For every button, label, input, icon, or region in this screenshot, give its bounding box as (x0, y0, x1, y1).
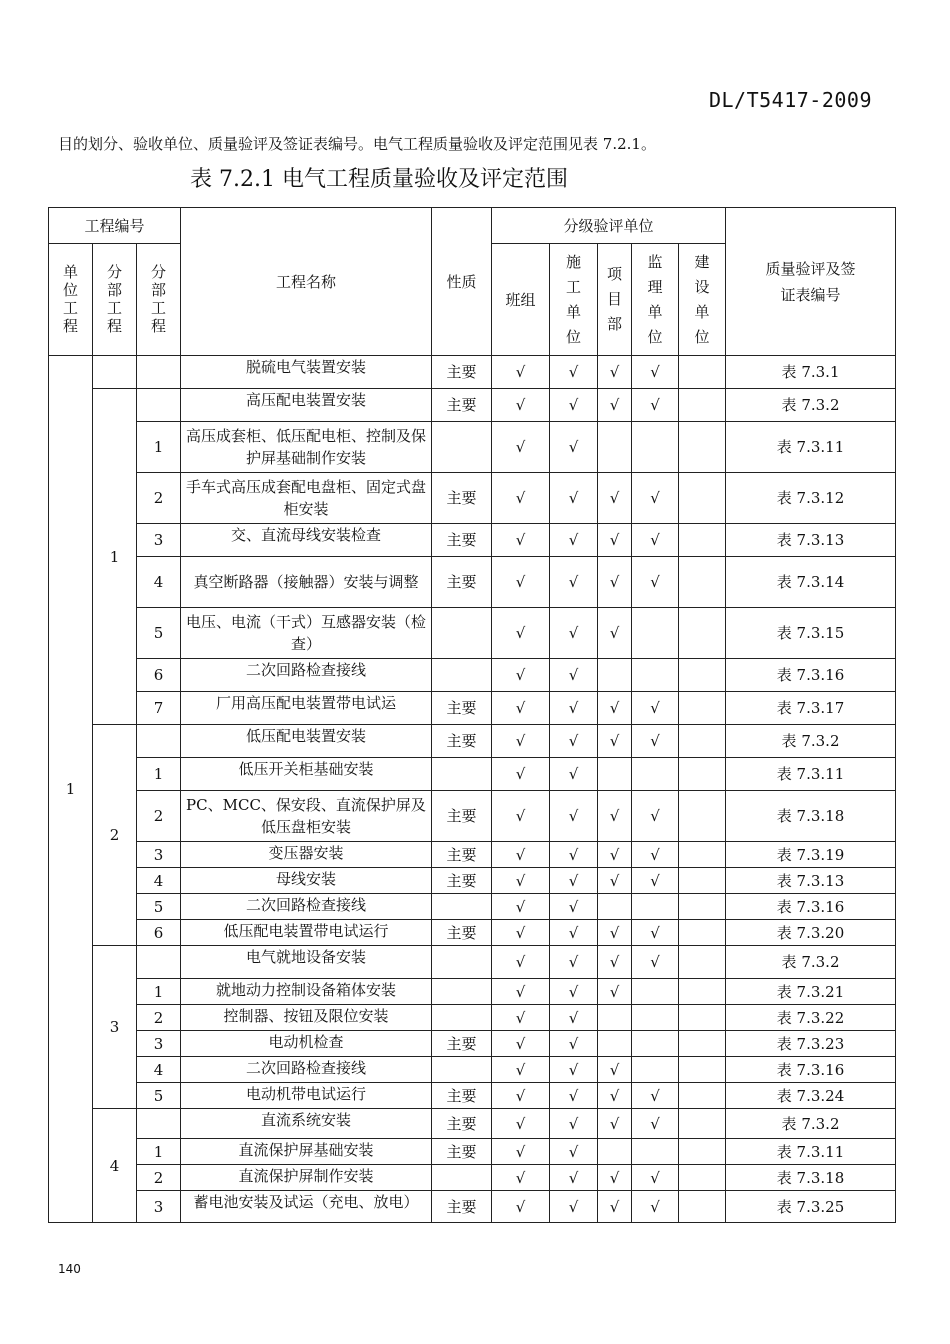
project-name-cell: 就地动力控制设备箱体安装 (181, 979, 432, 1005)
form-number-cell: 表 7.3.13 (726, 524, 896, 557)
check-construction-cell: √ (550, 1139, 598, 1165)
subdivision-project-cell: 4 (137, 557, 181, 608)
check-project-dept-cell: √ (598, 356, 632, 389)
check-project-dept-cell: √ (598, 1165, 632, 1191)
division-project-cell: 3 (93, 946, 137, 1109)
intro-text: 目的划分、验收单位、质量验评及签证表编号。电气工程质量验收及评定范围见表 7.2.1。 (58, 135, 656, 153)
division-project-cell: 4 (93, 1109, 137, 1223)
form-number-cell: 表 7.3.12 (726, 473, 896, 524)
check-owner-cell (679, 842, 726, 868)
check-project-dept-cell: √ (598, 946, 632, 979)
header-nature: 性质 (432, 208, 492, 356)
table-row (49, 356, 896, 389)
table-row (49, 1083, 896, 1109)
check-owner-cell (679, 1083, 726, 1109)
form-number-cell: 表 7.3.11 (726, 1139, 896, 1165)
subdivision-project-cell: 3 (137, 1031, 181, 1057)
check-team-cell: √ (492, 1165, 550, 1191)
table-row (49, 868, 896, 894)
subdivision-project-cell: 2 (137, 1165, 181, 1191)
project-name-cell: 低压配电装置带电试运行 (181, 920, 432, 946)
check-construction-cell: √ (550, 1109, 598, 1139)
project-name-cell: 交、直流母线安装检查 (181, 524, 432, 557)
check-supervision-cell: √ (632, 1083, 679, 1109)
project-name-cell: 真空断路器（接触器）安装与调整 (181, 557, 432, 608)
check-construction-cell: √ (550, 1083, 598, 1109)
form-number-cell: 表 7.3.2 (726, 725, 896, 758)
project-name-cell: 直流保护屏基础安装 (181, 1139, 432, 1165)
check-construction-cell: √ (550, 920, 598, 946)
form-number-cell: 表 7.3.11 (726, 422, 896, 473)
project-name-cell: 直流系统安装 (181, 1109, 432, 1139)
check-team-cell: √ (492, 894, 550, 920)
project-name-cell: 二次回路检查接线 (181, 1057, 432, 1083)
form-number-cell: 表 7.3.16 (726, 1057, 896, 1083)
form-number-cell: 表 7.3.15 (726, 608, 896, 659)
project-name-cell: 母线安装 (181, 868, 432, 894)
check-supervision-cell (632, 1057, 679, 1083)
check-owner-cell (679, 758, 726, 791)
check-project-dept-cell (598, 659, 632, 692)
check-project-dept-cell (598, 422, 632, 473)
form-number-cell: 表 7.3.23 (726, 1031, 896, 1057)
table-row (49, 1031, 896, 1057)
form-number-cell: 表 7.3.17 (726, 692, 896, 725)
quality-scope-table (48, 207, 896, 1223)
header-owner-unit: 建设单位 (679, 244, 726, 356)
form-number-cell: 表 7.3.18 (726, 1165, 896, 1191)
check-owner-cell (679, 868, 726, 894)
check-project-dept-cell: √ (598, 1109, 632, 1139)
table-row (49, 1057, 896, 1083)
subdivision-project-cell: 6 (137, 659, 181, 692)
check-supervision-cell: √ (632, 557, 679, 608)
check-construction-cell: √ (550, 524, 598, 557)
nature-cell: 主要 (432, 389, 492, 422)
subdivision-project-cell (137, 946, 181, 979)
nature-cell (432, 1165, 492, 1191)
check-project-dept-cell: √ (598, 524, 632, 557)
check-owner-cell (679, 473, 726, 524)
check-construction-cell: √ (550, 725, 598, 758)
project-name-cell: 电动机带电试运行 (181, 1083, 432, 1109)
check-supervision-cell: √ (632, 946, 679, 979)
check-project-dept-cell: √ (598, 842, 632, 868)
check-project-dept-cell (598, 894, 632, 920)
table-row (49, 1005, 896, 1031)
header-construction-unit: 施工单位 (550, 244, 598, 356)
nature-cell: 主要 (432, 473, 492, 524)
form-number-cell: 表 7.3.25 (726, 1191, 896, 1223)
check-team-cell: √ (492, 725, 550, 758)
check-owner-cell (679, 692, 726, 725)
check-team-cell: √ (492, 1057, 550, 1083)
check-supervision-cell (632, 758, 679, 791)
check-owner-cell (679, 979, 726, 1005)
check-project-dept-cell: √ (598, 557, 632, 608)
subdivision-project-cell: 2 (137, 473, 181, 524)
check-team-cell: √ (492, 659, 550, 692)
check-project-dept-cell: √ (598, 725, 632, 758)
check-construction-cell: √ (550, 758, 598, 791)
check-supervision-cell (632, 1005, 679, 1031)
check-team-cell: √ (492, 473, 550, 524)
table-row (49, 557, 896, 608)
subdivision-project-cell (137, 389, 181, 422)
check-construction-cell: √ (550, 1005, 598, 1031)
subdivision-project-cell: 7 (137, 692, 181, 725)
project-name-cell: PC、MCC、保安段、直流保护屏及低压盘柜安装 (181, 791, 432, 842)
check-team-cell: √ (492, 979, 550, 1005)
check-team-cell: √ (492, 1083, 550, 1109)
check-construction-cell: √ (550, 979, 598, 1005)
project-name-cell: 控制器、按钮及限位安装 (181, 1005, 432, 1031)
check-team-cell: √ (492, 1031, 550, 1057)
nature-cell: 主要 (432, 1031, 492, 1057)
check-owner-cell (679, 920, 726, 946)
check-construction-cell: √ (550, 791, 598, 842)
check-team-cell: √ (492, 608, 550, 659)
form-number-cell: 表 7.3.13 (726, 868, 896, 894)
check-owner-cell (679, 389, 726, 422)
check-supervision-cell: √ (632, 1191, 679, 1223)
check-construction-cell: √ (550, 692, 598, 725)
nature-cell: 主要 (432, 356, 492, 389)
table-row (49, 725, 896, 758)
form-number-cell: 表 7.3.14 (726, 557, 896, 608)
check-project-dept-cell: √ (598, 1083, 632, 1109)
form-number-cell: 表 7.3.16 (726, 659, 896, 692)
check-team-cell: √ (492, 557, 550, 608)
form-number-cell: 表 7.3.24 (726, 1083, 896, 1109)
check-project-dept-cell: √ (598, 1057, 632, 1083)
check-construction-cell: √ (550, 946, 598, 979)
header-subdivision-project: 分部工程 (137, 244, 181, 356)
table-row (49, 659, 896, 692)
check-supervision-cell: √ (632, 524, 679, 557)
check-owner-cell (679, 356, 726, 389)
nature-cell: 主要 (432, 791, 492, 842)
check-owner-cell (679, 557, 726, 608)
subdivision-project-cell: 1 (137, 979, 181, 1005)
project-name-cell: 高压配电装置安装 (181, 389, 432, 422)
check-project-dept-cell: √ (598, 473, 632, 524)
nature-cell: 主要 (432, 920, 492, 946)
header-unit-project: 单位工程 (49, 244, 93, 356)
check-team-cell: √ (492, 868, 550, 894)
check-supervision-cell: √ (632, 389, 679, 422)
form-number-cell: 表 7.3.2 (726, 389, 896, 422)
form-number-cell: 表 7.3.22 (726, 1005, 896, 1031)
division-project-cell: 2 (93, 725, 137, 946)
division-project-cell: 1 (93, 389, 137, 725)
unit-project-cell: 1 (49, 356, 93, 1223)
check-construction-cell: √ (550, 1165, 598, 1191)
subdivision-project-cell: 3 (137, 524, 181, 557)
project-name-cell: 厂用高压配电装置带电试运 (181, 692, 432, 725)
subdivision-project-cell: 4 (137, 1057, 181, 1083)
header-project-code: 工程编号 (49, 208, 181, 244)
form-number-cell: 表 7.3.16 (726, 894, 896, 920)
check-team-cell: √ (492, 389, 550, 422)
table-row (49, 894, 896, 920)
check-project-dept-cell: √ (598, 389, 632, 422)
check-team-cell: √ (492, 946, 550, 979)
division-project-cell (93, 356, 137, 389)
check-project-dept-cell: √ (598, 1191, 632, 1223)
nature-cell: 主要 (432, 524, 492, 557)
check-owner-cell (679, 422, 726, 473)
standard-code: DL/T5417-2009 (708, 88, 872, 112)
project-name-cell: 二次回路检查接线 (181, 894, 432, 920)
header-project-name: 工程名称 (181, 208, 432, 356)
check-project-dept-cell: √ (598, 920, 632, 946)
form-number-cell: 表 7.3.20 (726, 920, 896, 946)
check-team-cell: √ (492, 422, 550, 473)
check-owner-cell (679, 608, 726, 659)
nature-cell: 主要 (432, 725, 492, 758)
table-row (49, 422, 896, 473)
check-team-cell: √ (492, 1109, 550, 1139)
nature-cell: 主要 (432, 692, 492, 725)
check-owner-cell (679, 1139, 726, 1165)
check-team-cell: √ (492, 1005, 550, 1031)
nature-cell (432, 1005, 492, 1031)
check-owner-cell (679, 1005, 726, 1031)
check-owner-cell (679, 1165, 726, 1191)
form-number-cell: 表 7.3.11 (726, 758, 896, 791)
check-owner-cell (679, 1109, 726, 1139)
check-owner-cell (679, 1057, 726, 1083)
check-supervision-cell (632, 1139, 679, 1165)
check-supervision-cell: √ (632, 356, 679, 389)
check-team-cell: √ (492, 1191, 550, 1223)
check-supervision-cell (632, 894, 679, 920)
check-supervision-cell (632, 1031, 679, 1057)
form-number-cell: 表 7.3.2 (726, 1109, 896, 1139)
table-title: 表 7.2.1 电气工程质量验收及评定范围 (190, 167, 568, 192)
table-row (49, 473, 896, 524)
table-row (49, 1165, 896, 1191)
check-supervision-cell (632, 979, 679, 1005)
check-team-cell: √ (492, 791, 550, 842)
check-team-cell: √ (492, 524, 550, 557)
header-team: 班组 (492, 244, 550, 356)
table-row (49, 946, 896, 979)
table-row (49, 1139, 896, 1165)
check-construction-cell: √ (550, 842, 598, 868)
header-division-project: 分部工程 (93, 244, 137, 356)
nature-cell (432, 979, 492, 1005)
project-name-cell: 脱硫电气装置安装 (181, 356, 432, 389)
check-supervision-cell: √ (632, 920, 679, 946)
check-supervision-cell: √ (632, 791, 679, 842)
subdivision-project-cell: 5 (137, 608, 181, 659)
check-construction-cell: √ (550, 608, 598, 659)
header-supervision-unit: 监理单位 (632, 244, 679, 356)
nature-cell: 主要 (432, 842, 492, 868)
check-supervision-cell (632, 422, 679, 473)
nature-cell (432, 608, 492, 659)
project-name-cell: 高压成套柜、低压配电柜、控制及保护屏基础制作安装 (181, 422, 432, 473)
nature-cell: 主要 (432, 1083, 492, 1109)
table-row (49, 791, 896, 842)
check-construction-cell: √ (550, 557, 598, 608)
check-owner-cell (679, 1031, 726, 1057)
header-form-no: 质量验评及签证表编号 (726, 208, 896, 356)
table-row (49, 842, 896, 868)
header-project-dept: 项目部 (598, 244, 632, 356)
table-row (49, 524, 896, 557)
subdivision-project-cell: 2 (137, 1005, 181, 1031)
table-row (49, 692, 896, 725)
check-project-dept-cell: √ (598, 692, 632, 725)
subdivision-project-cell: 4 (137, 868, 181, 894)
form-number-cell: 表 7.3.2 (726, 946, 896, 979)
project-name-cell: 电动机检查 (181, 1031, 432, 1057)
check-project-dept-cell (598, 1031, 632, 1057)
check-owner-cell (679, 725, 726, 758)
nature-cell: 主要 (432, 1139, 492, 1165)
subdivision-project-cell: 6 (137, 920, 181, 946)
check-project-dept-cell: √ (598, 979, 632, 1005)
form-number-cell: 表 7.3.1 (726, 356, 896, 389)
check-construction-cell: √ (550, 389, 598, 422)
page-number: 140 (58, 1262, 81, 1276)
subdivision-project-cell: 1 (137, 422, 181, 473)
nature-cell (432, 758, 492, 791)
check-project-dept-cell: √ (598, 868, 632, 894)
check-construction-cell: √ (550, 1057, 598, 1083)
check-team-cell: √ (492, 758, 550, 791)
check-project-dept-cell (598, 758, 632, 791)
project-name-cell: 直流保护屏制作安装 (181, 1165, 432, 1191)
project-name-cell: 手车式高压成套配电盘柜、固定式盘柜安装 (181, 473, 432, 524)
subdivision-project-cell: 1 (137, 758, 181, 791)
check-construction-cell: √ (550, 868, 598, 894)
check-owner-cell (679, 894, 726, 920)
nature-cell: 主要 (432, 557, 492, 608)
check-construction-cell: √ (550, 1191, 598, 1223)
check-team-cell: √ (492, 692, 550, 725)
check-owner-cell (679, 659, 726, 692)
table-row (49, 1109, 896, 1139)
project-name-cell: 低压配电装置安装 (181, 725, 432, 758)
check-supervision-cell: √ (632, 842, 679, 868)
header-row-1 (49, 208, 896, 244)
subdivision-project-cell: 5 (137, 894, 181, 920)
nature-cell (432, 946, 492, 979)
project-name-cell: 变压器安装 (181, 842, 432, 868)
project-name-cell: 电压、电流（干式）互感器安装（检查） (181, 608, 432, 659)
check-supervision-cell: √ (632, 868, 679, 894)
project-name-cell: 电气就地设备安装 (181, 946, 432, 979)
header-grading-units: 分级验评单位 (492, 208, 726, 244)
check-owner-cell (679, 791, 726, 842)
check-supervision-cell: √ (632, 725, 679, 758)
nature-cell (432, 1057, 492, 1083)
subdivision-project-cell: 3 (137, 1191, 181, 1223)
check-project-dept-cell: √ (598, 608, 632, 659)
subdivision-project-cell (137, 356, 181, 389)
check-team-cell: √ (492, 920, 550, 946)
check-project-dept-cell (598, 1005, 632, 1031)
check-construction-cell: √ (550, 422, 598, 473)
table-row (49, 1191, 896, 1223)
subdivision-project-cell: 1 (137, 1139, 181, 1165)
check-supervision-cell: √ (632, 1165, 679, 1191)
check-supervision-cell: √ (632, 1109, 679, 1139)
nature-cell: 主要 (432, 868, 492, 894)
table-row (49, 920, 896, 946)
check-construction-cell: √ (550, 894, 598, 920)
check-supervision-cell (632, 659, 679, 692)
subdivision-project-cell: 3 (137, 842, 181, 868)
table-row (49, 758, 896, 791)
check-owner-cell (679, 946, 726, 979)
project-name-cell: 二次回路检查接线 (181, 659, 432, 692)
nature-cell (432, 422, 492, 473)
form-number-cell: 表 7.3.21 (726, 979, 896, 1005)
form-number-cell: 表 7.3.19 (726, 842, 896, 868)
subdivision-project-cell (137, 725, 181, 758)
check-construction-cell: √ (550, 473, 598, 524)
subdivision-project-cell: 2 (137, 791, 181, 842)
subdivision-project-cell: 5 (137, 1083, 181, 1109)
check-construction-cell: √ (550, 356, 598, 389)
check-owner-cell (679, 524, 726, 557)
check-project-dept-cell (598, 1139, 632, 1165)
nature-cell (432, 894, 492, 920)
nature-cell: 主要 (432, 1191, 492, 1223)
table-row (49, 608, 896, 659)
project-name-cell: 低压开关柜基础安装 (181, 758, 432, 791)
check-team-cell: √ (492, 842, 550, 868)
check-supervision-cell: √ (632, 692, 679, 725)
nature-cell (432, 659, 492, 692)
nature-cell: 主要 (432, 1109, 492, 1139)
check-project-dept-cell: √ (598, 791, 632, 842)
check-owner-cell (679, 1191, 726, 1223)
subdivision-project-cell (137, 1109, 181, 1139)
table-row (49, 389, 896, 422)
check-supervision-cell: √ (632, 473, 679, 524)
form-number-cell: 表 7.3.18 (726, 791, 896, 842)
check-construction-cell: √ (550, 659, 598, 692)
check-construction-cell: √ (550, 1031, 598, 1057)
check-team-cell: √ (492, 356, 550, 389)
project-name-cell: 蓄电池安装及试运（充电、放电） (181, 1191, 432, 1223)
check-team-cell: √ (492, 1139, 550, 1165)
table-row (49, 979, 896, 1005)
check-supervision-cell (632, 608, 679, 659)
